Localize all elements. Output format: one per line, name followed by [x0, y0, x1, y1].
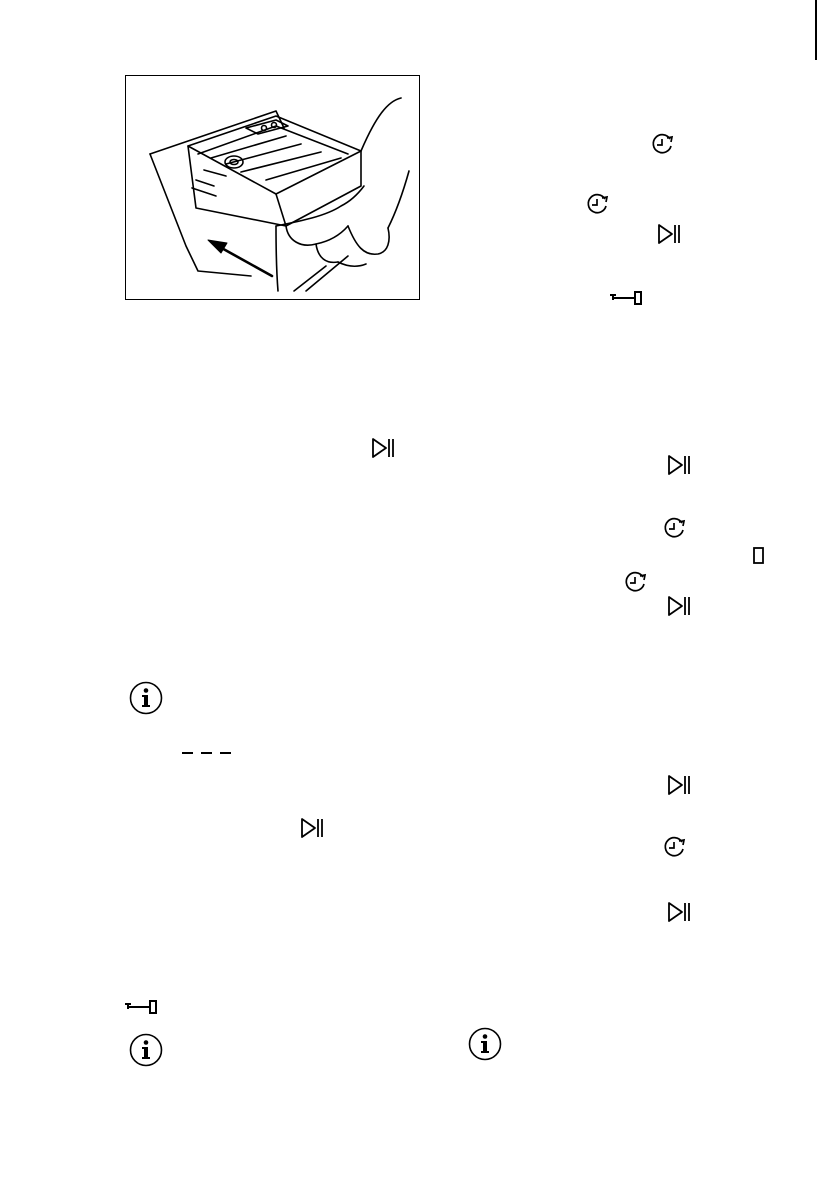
key-lock-icon: [609, 291, 643, 305]
info-icon: [129, 1033, 163, 1067]
start-pause-icon: [667, 774, 691, 796]
delay-start-icon: [663, 517, 687, 539]
digit-segment-icon: [752, 546, 766, 566]
dispenser-drawer-figure: [125, 75, 420, 300]
start-pause-icon: [667, 595, 691, 617]
start-pause-icon: [300, 817, 324, 839]
page-edge-mark: [815, 0, 817, 60]
delay-start-icon: [624, 571, 648, 593]
delay-start-icon: [586, 193, 610, 215]
dash-display-icon: [181, 749, 233, 757]
start-pause-icon: [371, 437, 395, 459]
start-pause-icon: [657, 223, 681, 245]
start-pause-icon: [667, 454, 691, 476]
delay-start-icon: [663, 836, 687, 858]
start-pause-icon: [667, 901, 691, 923]
info-icon: [129, 681, 163, 715]
delay-start-icon: [651, 133, 675, 155]
key-lock-icon: [124, 1000, 158, 1014]
info-icon: [468, 1027, 502, 1061]
